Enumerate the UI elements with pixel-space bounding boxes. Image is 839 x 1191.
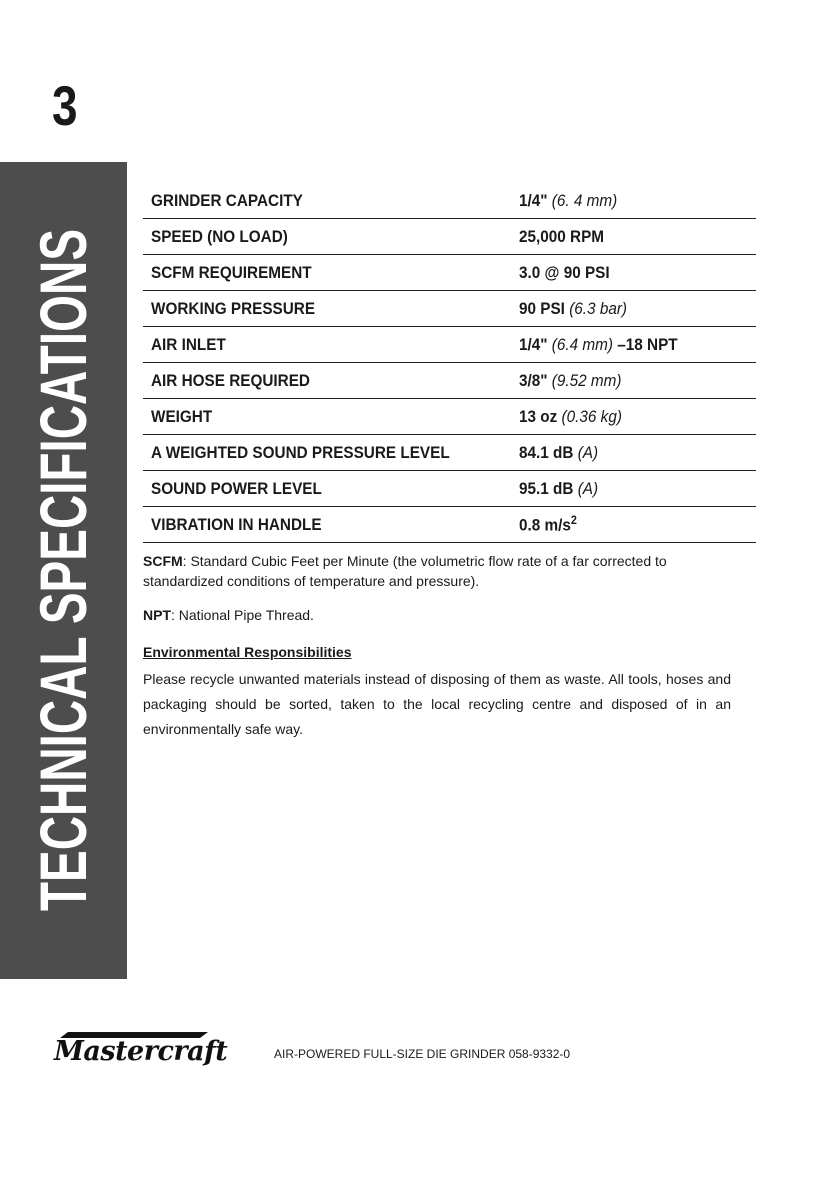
spec-label: A WEIGHTED SOUND PRESSURE LEVEL: [143, 435, 511, 471]
spec-value: 13 oz (0.36 kg): [511, 399, 756, 435]
scfm-term: SCFM: [143, 553, 183, 569]
npt-definition: : National Pipe Thread.: [171, 607, 314, 623]
spec-label: AIR HOSE REQUIRED: [143, 363, 511, 399]
scfm-note: [143, 551, 743, 591]
spec-row: [143, 219, 756, 255]
spec-value: 3.0 @ 90 PSI: [511, 255, 756, 291]
npt-term: NPT: [143, 607, 171, 623]
spec-label: SPEED (NO LOAD): [143, 219, 511, 255]
spec-value: 90 PSI (6.3 bar): [511, 291, 756, 327]
section-side-band: [0, 162, 127, 979]
product-name: AIR-POWERED FULL-SIZE DIE GRINDER 058-9332-0: [274, 1047, 571, 1061]
spec-value: 84.1 dB (A): [511, 435, 756, 471]
spec-row: [143, 507, 756, 543]
spec-row: [143, 183, 756, 219]
spec-label: GRINDER CAPACITY: [143, 183, 511, 219]
npt-note: [143, 605, 743, 625]
spec-row: [143, 327, 756, 363]
spec-row: [143, 255, 756, 291]
specifications-table: [143, 183, 756, 543]
spec-row: [143, 471, 756, 507]
spec-row: [143, 291, 756, 327]
spec-label: SOUND POWER LEVEL: [143, 471, 511, 507]
spec-label: WORKING PRESSURE: [143, 291, 511, 327]
spec-row: [143, 363, 756, 399]
section-title: TECHNICAL SPECIFICATIONS: [26, 228, 100, 912]
spec-value: 1/4" (6.4 mm) –18 NPT: [511, 327, 756, 363]
spec-label: VIBRATION IN HANDLE: [143, 507, 511, 543]
page-number: 3: [52, 74, 78, 137]
spec-label: AIR INLET: [143, 327, 511, 363]
scfm-definition: : Standard Cubic Feet per Minute (the volumetric flow rate of a far corrected to standardized conditions of temperature and pressure).: [143, 553, 667, 589]
spec-value: 1/4" (6. 4 mm): [511, 183, 756, 219]
spec-value: 95.1 dB (A): [511, 471, 756, 507]
environment-heading: Environmental Responsibilities: [143, 644, 352, 660]
spec-row: [143, 399, 756, 435]
environment-body: Please recycle unwanted materials instead of disposing of them as waste. All tools, hoses and packaging should be sorted, taken to the local recycling centre and disposed of in an environmentally safe way.: [143, 671, 731, 737]
spec-value: 3/8" (9.52 mm): [511, 363, 756, 399]
brand-logo: Mastercraft: [54, 1036, 228, 1067]
spec-row: [143, 435, 756, 471]
spec-value: 0.8 $m/s^2$: [511, 507, 756, 543]
spec-label: SCFM REQUIREMENT: [143, 255, 511, 291]
spec-label: WEIGHT: [143, 399, 511, 435]
spec-value: 25,000 RPM: [511, 219, 756, 255]
